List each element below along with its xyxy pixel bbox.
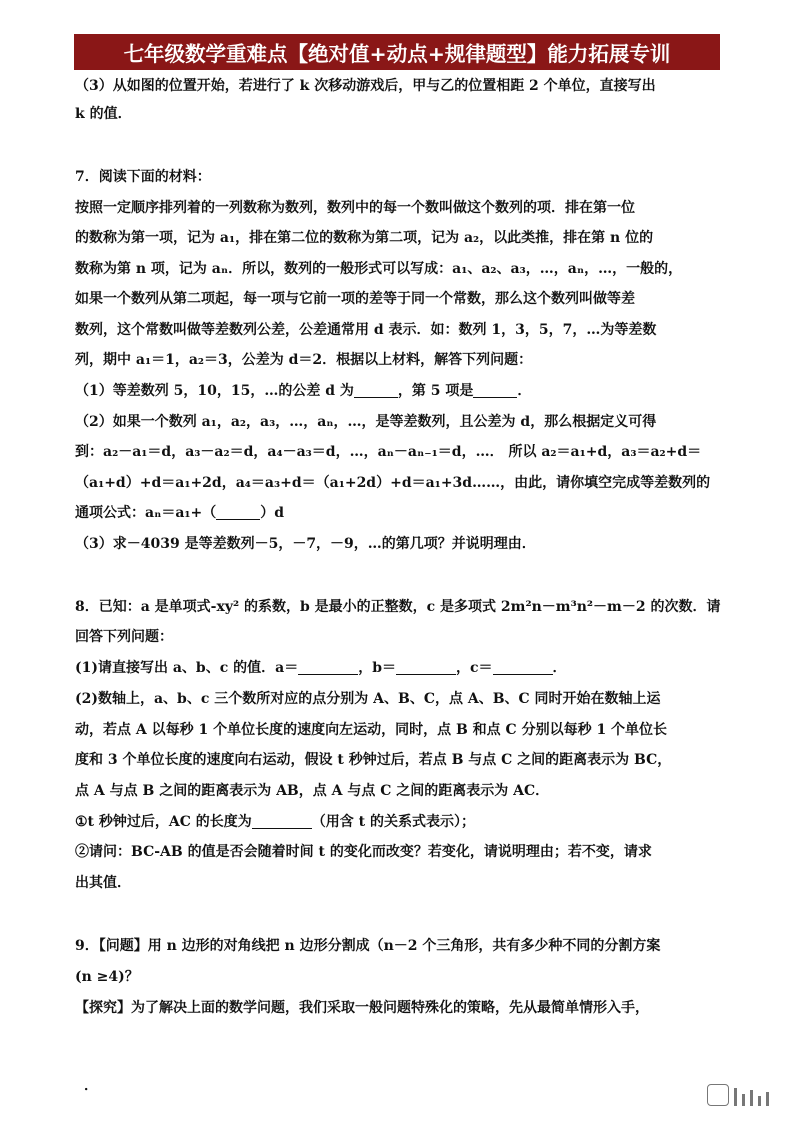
text-line: 动，若点 A 以每秒 1 个单位长度的速度向左运动，同时，点 B 和点 C 分别以每秒 1 个单位长 [75, 722, 668, 738]
answer-blank[interactable] [493, 658, 553, 675]
text-segment: ，b＝ [358, 660, 396, 676]
text-segment: ． [517, 383, 532, 399]
document-title: 七年级数学重难点【绝对值+动点+规律题型】能力拓展专训 [123, 42, 671, 66]
text-segment: ①t 秒钟过后，AC 的长度为 [75, 814, 252, 830]
question-8-part-2-1 [75, 808, 475, 836]
text-line: （3）求－4039 是等差数列－5，－7，－9，…的第几项？并说明理由． [75, 536, 536, 552]
question-7-part-1 [75, 377, 531, 405]
text-segment: ，c＝ [456, 660, 493, 676]
text-line: 度和 3 个单位长度的速度向右运动，假设 t 秒钟过后，若点 B 与点 C 之间的距离表示为 BC， [75, 752, 672, 768]
text-line: 出其值． [75, 875, 131, 891]
watermark-bar-icon [758, 1096, 761, 1106]
text-line: 【探究】为了解决上面的数学问题，我们采取一般问题特殊化的策略，先从最简单情形入手， [75, 1000, 649, 1016]
watermark-bar-icon [766, 1092, 769, 1106]
page-dot: ． [84, 1078, 98, 1094]
text-line: 回答下列问题： [75, 629, 173, 645]
text-line: (n ≥4)？ [75, 969, 139, 985]
question-9-heading: 9．【问题】用 n 边形的对角线把 n 边形分割成（n－2 个三角形，共有多少种不同的分割方案 [75, 938, 661, 954]
question-8-part-1 [75, 654, 567, 682]
answer-blank[interactable] [473, 381, 517, 398]
watermark-logo [707, 1084, 769, 1106]
text-segment: （1）等差数列 5，10，15，…的公差 d 为 [75, 383, 354, 399]
text-line: 数称为第 n 项，记为 aₙ．所以，数列的一般形式可以写成：a₁、a₂、a₃，…，aₙ，…，一般的， [75, 261, 683, 277]
answer-blank[interactable] [298, 658, 358, 675]
text-segment: ，第 5 项是 [397, 383, 474, 399]
text-line: 点 A 与点 B 之间的距离表示为 AB，点 A 与点 C 之间的距离表示为 AC． [75, 783, 550, 799]
watermark-bar-icon [742, 1094, 745, 1106]
text-line: 的数称为第一项，记为 a₁，排在第二位的数称为第二项，记为 a₂，以此类推，排在第 n 位的 [75, 230, 654, 246]
text-segment: (1)请直接写出 a、b、c 的值．a＝ [75, 660, 299, 676]
text-line: 到：a₂－a₁＝d，a₃－a₂＝d，a₄－a₃＝d，…，aₙ－aₙ₋₁＝d，…． 所以 a₂＝a₁+d，a₃＝a₂+d＝ [75, 444, 702, 460]
text-line: 列，期中 a₁＝1，a₂＝3，公差为 d＝2．根据以上材料，解答下列问题： [75, 352, 533, 368]
text-segment: 通项公式：aₙ＝a₁+（ [75, 505, 217, 521]
text-line: k 的值． [75, 106, 132, 122]
watermark-bar-icon [734, 1088, 737, 1106]
text-line: 按照一定顺序排列着的一列数称为数列，数列中的每一个数叫做这个数列的项．排在第一位 [75, 200, 635, 216]
watermark-bar-icon [750, 1090, 753, 1106]
document-title-banner [74, 34, 720, 70]
text-segment: ． [552, 660, 567, 676]
answer-blank[interactable] [216, 503, 260, 520]
text-line: （3）从如图的位置开始，若进行了 k 次移动游戏后，甲与乙的位置相距 2 个单位，直接写出 [75, 78, 656, 94]
question-7-heading: 7．阅读下面的材料： [75, 169, 211, 185]
text-line: (2)数轴上，a、b、c 三个数所对应的点分别为 A、B、C，点 A、B、C 同时开始在数轴上运 [75, 691, 661, 707]
question-8-heading: 8．已知：a 是单项式-xy² 的系数，b 是最小的正整数，c 是多项式 2m²n－m³n²－m－2 的次数．请 [75, 599, 721, 615]
text-line: （2）如果一个数列 a₁，a₂，a₃，…，aₙ，…，是等差数列，且公差为 d，那么根据定义可得 [75, 414, 657, 430]
answer-blank[interactable] [354, 381, 398, 398]
text-segment: （用含 t 的关系式表示）； [311, 814, 475, 830]
text-line: ②请问：BC-AB 的值是否会随着时间 t 的变化而改变？若变化，请说明理由；若不变，请求 [75, 844, 652, 860]
answer-blank[interactable] [396, 658, 456, 675]
text-line: （a₁+d）+d＝a₁+2d，a₄＝a₃+d＝（a₁+2d）+d＝a₁+3d……，由此，请你填空完成等差数列的 [75, 475, 711, 491]
text-segment: ）d [260, 505, 285, 521]
answer-blank[interactable] [252, 812, 312, 829]
text-line: 数列，这个常数叫做等差数列公差，公差通常用 d 表示．如：数列 1，3，5，7，…为等差数 [75, 322, 657, 338]
question-7-part-2 [75, 499, 284, 527]
text-line: 如果一个数列从第二项起，每一项与它前一项的差等于同一个常数，那么这个数列叫做等差 [75, 291, 635, 307]
watermark-square-icon [707, 1084, 729, 1106]
